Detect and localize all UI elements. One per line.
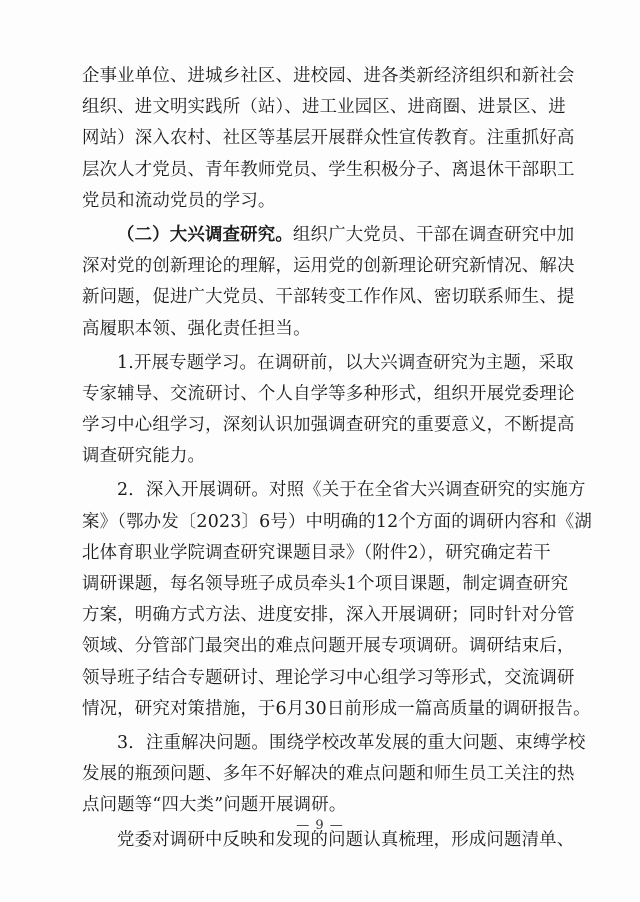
text-line: 组织、进文明实践所（站）、进工业园区、进商圈、进景区、进 bbox=[82, 97, 566, 118]
text-line: 调研课题，每名领导班子成员牵头1个项目课题，制定调查研究 bbox=[82, 574, 569, 594]
text-line: 北体育职业学院调查研究课题目录》（附件2），研究确定若干 bbox=[82, 542, 551, 563]
text-line: 点问题等“四大类”问题开展调研。 bbox=[82, 795, 347, 816]
page-number: — 9 — bbox=[296, 818, 344, 833]
text-line: 专家辅导、交流研讨、个人自学等多种形式，组织开展党委理论 bbox=[82, 383, 575, 404]
text-line: 层次人才党员、青年教师党员、学生积极分子、离退休干部职工 bbox=[82, 159, 575, 180]
text-line: 新问题，促进广大党员、干部转变工作作风、密切联系师生、提 bbox=[82, 287, 575, 308]
text-line: 网站）深入农村、社区等基层开展群众性宣传教育。注重抓好高 bbox=[82, 128, 575, 149]
text-line: 情况，研究对策措施，于6月30日前形成一篇高质量的调研报告。 bbox=[82, 698, 591, 719]
text-line bbox=[82, 220, 575, 251]
text-line: 企事业单位、进城乡社区、进校园、进各类新经济组织和新社会 bbox=[82, 66, 575, 86]
text-line: 发展的瓶颈问题、多年不好解决的难点问题和师生员工关注的热 bbox=[82, 764, 575, 785]
text-line: 党委对调研中反映和发现的问题认真梳理，形成问题清单、 bbox=[117, 829, 575, 850]
paragraph-2 bbox=[82, 220, 575, 345]
text-line: 党员和流动党员的学习。 bbox=[82, 190, 276, 211]
paragraph-4 bbox=[82, 475, 592, 725]
text-line: 2．深入开展调研。对照《关于在全省大兴调查研究的实施方 bbox=[117, 480, 586, 501]
text-line: 3．注重解决问题。围绕学校改革发展的重大问题、束缚学校 bbox=[117, 732, 586, 753]
text-line: 领域、分管部门最突出的难点问题开展专项调研。调研结束后， bbox=[82, 636, 575, 657]
text-line: 调查研究能力。 bbox=[82, 446, 206, 467]
text-line: 学习中心组学习，深刻认识加强调查研究的重要意义，不断提高 bbox=[82, 415, 575, 436]
text-line: 方案，明确方式方法、进度安排，深入开展调研；同时针对分管 bbox=[82, 605, 575, 626]
text-line: 案》（鄂办发〔2023〕6号）中明确的12个方面的调研内容和《湖 bbox=[82, 511, 592, 532]
text-line: 深对党的创新理论的理解，运用党的创新理论研究新情况、解决 bbox=[82, 256, 575, 277]
paragraph-3 bbox=[82, 348, 575, 473]
document-body bbox=[82, 61, 592, 856]
section-heading: （二）大兴调查研究。 bbox=[117, 224, 293, 245]
paragraph-5 bbox=[82, 728, 586, 822]
text-line: 高履职本领、强化责任担当。 bbox=[82, 318, 311, 339]
text-line-rest: 组织广大党员、干部在调查研究中加 bbox=[292, 224, 575, 245]
text-line: 1.开展专题学习。在调研前，以大兴调查研究为主题，采取 bbox=[117, 352, 574, 373]
paragraph-1 bbox=[82, 61, 575, 217]
text-line: 领导班子结合专题研讨、理论学习中心组学习等形式，交流调研 bbox=[82, 667, 575, 688]
